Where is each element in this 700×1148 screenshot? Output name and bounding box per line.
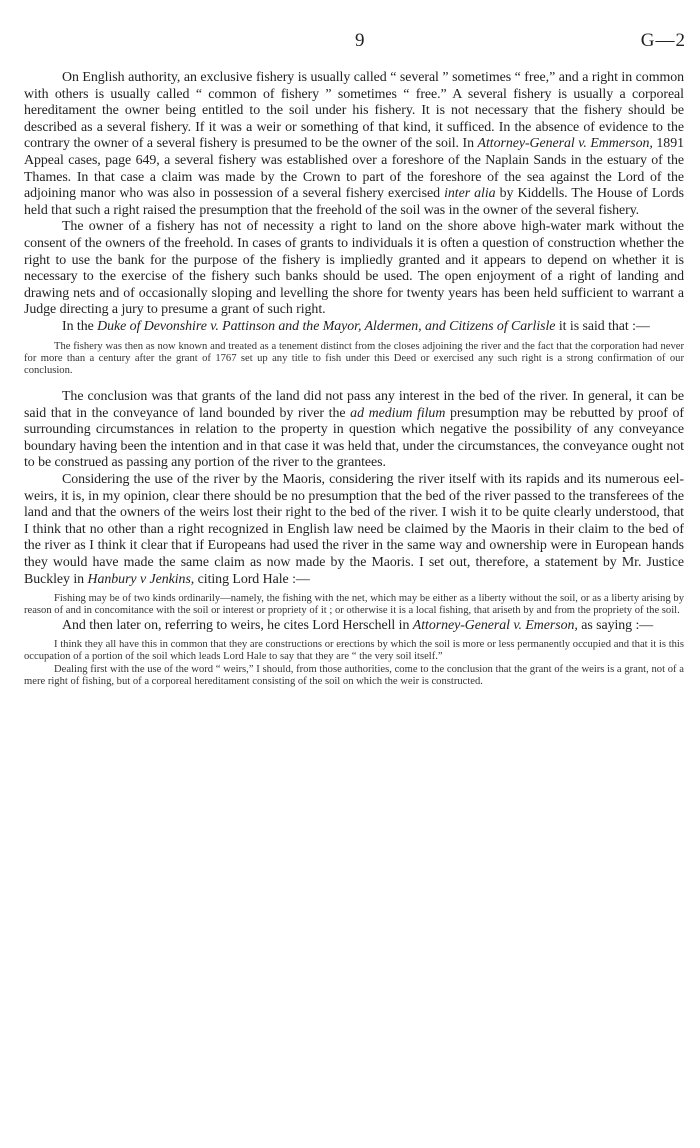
case-citation: Hanbury v Jenkins, (87, 571, 195, 587)
quote-weirs-conclusion: Dealing first with the use of the word “ weirs,” I should, from those authorities, come to the conclusion that the grant of the weirs is a grant, not of a mere right of fishing, but of a corporeal hereditament consisting of the soil on which the weir is constructed. (24, 663, 684, 687)
paragraph-devonshire-case: In the Duke of Devonshire v. Pattinson and the Mayor, Aldermen, and Citizens of Carlisle it is said that :— (62, 318, 650, 334)
document-body (24, 70, 684, 688)
quote-lord-hale: Fishing may be of two kinds ordinarily—namely, the fishing with the net, which may be either as a liberty without the soil, or as a liberty arising by reason of and in concomitance with the soil or interest or propriety of it ; or otherwise it is a local fishing, that ariseth by and from the propriety of the soil. (24, 593, 684, 617)
latin-phrase: inter alia (444, 186, 496, 202)
case-citation: Attorney-General v. Emerson, (412, 617, 578, 633)
paragraph-conclusion: The conclusion was that grants of the land did not pass any interest in the bed of the river. In general, it can be said that in the conveyance of land bounded by river the ad medium filum presumption may be rebutted by proof of surrounding circumstances in relation to the property in question which negative the possibility of any conveyance boundary having been the intention and in that case it was held that, under the circumstances, the conveyance ought not to be construed as passing any portion of the river to the grantees. (24, 389, 685, 471)
document-code: G—2 (640, 30, 686, 51)
case-citation: Duke of Devonshire v. Pattinson and the Mayor, Aldermen, and Citizens of Carlisle (97, 318, 556, 334)
paragraph-weirs: And then later on, referring to weirs, he cites Lord Herschell in Attorney-General v. Emerson, as saying :— (62, 617, 654, 633)
paragraph-landing-rights: The owner of a fishery has not of necessity a right to land on the shore above high-water mark without the consent of the owners of the freehold. In cases of grants to individuals it is often a question of construction whether the right to use the bank for the purpose of the fishery is impliedly granted and it appears to depend on whether it is necessary to the exercise of the fishery such banks should be used. The open enjoyment of a right of landing and drawing nets and of occasionally sloping and levelling the shore for twenty years has been held sufficient to warrant a Judge directing a jury to presume a grant of such right. (24, 219, 684, 318)
case-citation: Attorney-General v. Emmerson, (477, 136, 653, 152)
latin-phrase: ad medium filum (350, 405, 446, 421)
paragraph-maori-use: Considering the use of the river by the Maoris, considering the river itself with its rapids and its numerous eel-weirs, it is, in my opinion, clear there should be no presumption that the bed of the river passed to the transferees of the land and that the owners of the weirs lost their right to the bed of the river. I wish it to be quite clearly understood, that I think that no other than a right recognized in English law need be claimed by the Maoris in their claim to the bed of the river as I think it clear that if Europeans had used the river in the same way and ownership were in European hands they would have made the same claim as now made by the Maoris. I set out, therefore, a statement by Mr. Justice Buckley in Hanbury v Jenkins, citing Lord Hale :— (24, 472, 684, 587)
page-header (0, 30, 700, 54)
quote-devonshire: The fishery was then as now known and treated as a tenement distinct from the closes adjoining the river and the fact that the corporation had never for more than a century after the grant of 1767 set up any title to fish under this Deed or exercised any such right is a strong confirmation of our conclusion. (24, 340, 684, 376)
paragraph-several-fishery: On English authority, an exclusive fishery is usually called “ several ” sometimes “ free,” and a right in common with others is usually called “ common of fishery ” sometimes “ free.” A several fishery is usually a corporeal hereditament the owner being entitled to the soil under his fishery. It is not necessary that the fishery should be described as a several fishery. If it was a weir or something of that kind, it sufficed. In the absence of evidence to the contrary the owner of a several fishery is presumed to be the owner of the soil. In Attorney-General v. Emmerson, 1891 Appeal cases, page 649, a several fishery was established over a foreshore of the Naplain Sands in the estuary of the Thames. In that case a claim was made by the Crown to part of the foreshore of the sea against the Lord of the adjoining manor who was also in possession of a several fishery exercised inter alia by Kiddells. The House of Lords held that such a right raised the presumption that the freehold of the soil was in the owner of the several fishery. (24, 70, 684, 218)
page-number: 9 (355, 30, 365, 51)
quote-lord-herschell: I think they all have this in common that they are constructions or erections by which the soil is more or less permanently occupied and that it is this occupation of a portion of the soil which leads Lord Hale to say that they are “ the very soil itself.” (24, 639, 684, 663)
